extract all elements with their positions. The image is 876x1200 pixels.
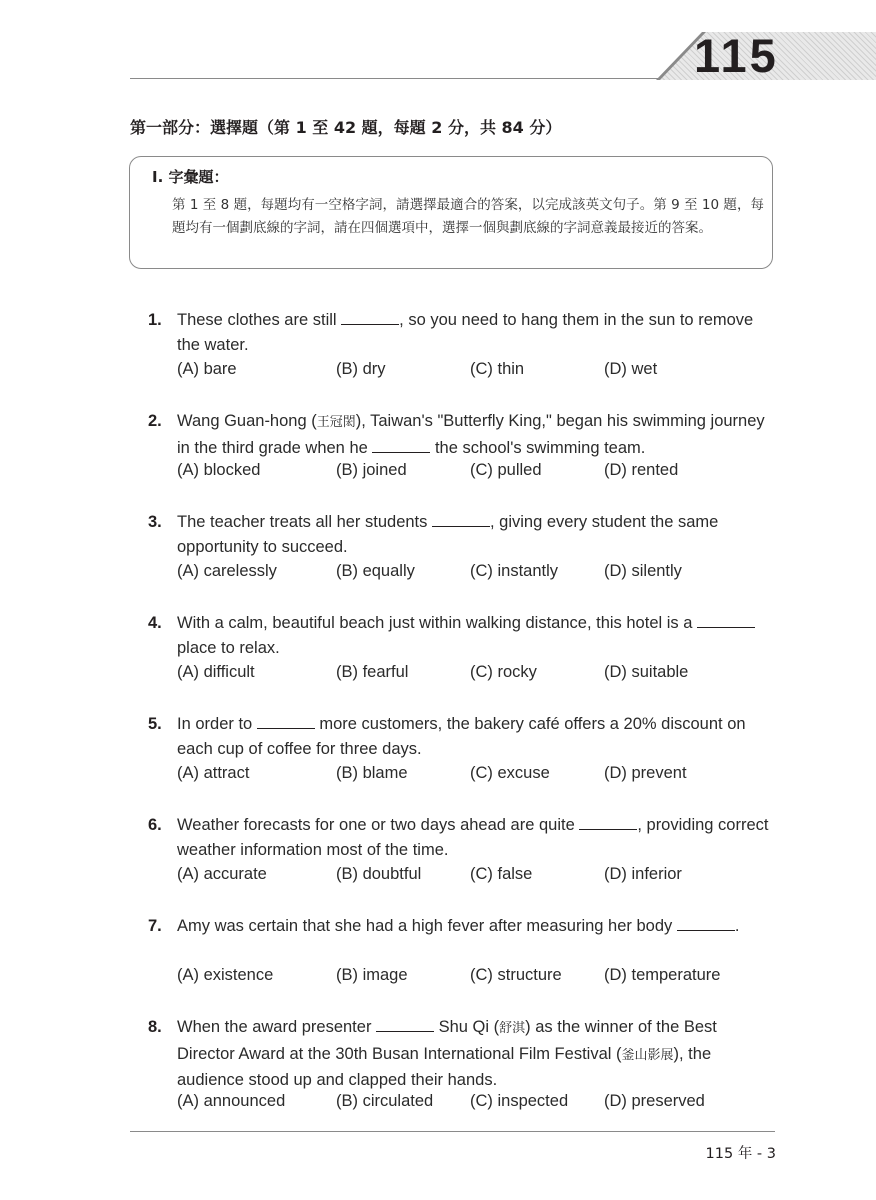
answer-options	[177, 1089, 777, 1113]
question-text: These clothes are still , so you need to hang them in the sun to remove the water.	[177, 308, 772, 357]
option-a[interactable]: (A) existence	[177, 966, 274, 984]
option-a[interactable]: (A) bare	[177, 360, 237, 378]
answer-options	[177, 761, 777, 785]
option-c[interactable]: (C) excuse	[470, 764, 550, 782]
answer-blank	[376, 1015, 434, 1032]
question-3	[148, 510, 768, 611]
footer-rule	[130, 1131, 775, 1132]
answer-blank	[257, 712, 315, 729]
question-4	[148, 611, 768, 712]
page-number: 115 年 - 3	[705, 1146, 776, 1162]
header-rule	[130, 78, 690, 79]
question-number: 8.	[148, 1018, 162, 1036]
option-d[interactable]: (D) suitable	[604, 663, 689, 681]
option-a[interactable]: (A) announced	[177, 1092, 286, 1110]
instructions-body: 第 1 至 8 題，每題均有一空格字詞，請選擇最適合的答案，以完成該英文句子。第 9 至 10 題，每題均有一個劃底線的字詞，請在四個選項中，選擇一個與劃底線的字詞意義最接近的答案。	[172, 197, 764, 236]
option-c[interactable]: (C) thin	[470, 360, 525, 378]
question-number: 6.	[148, 816, 162, 834]
answer-blank	[372, 436, 430, 453]
answer-blank	[432, 510, 490, 527]
question-number: 2.	[148, 412, 162, 430]
question-8	[148, 1015, 768, 1116]
question-text: When the award presenter Shu Qi (舒淇) as the winner of the Best Director Award at the 30th Busan International Film Festival (釜山影展), the audience stood up and clapped their hands.	[177, 1015, 772, 1093]
option-c[interactable]: (C) false	[470, 865, 533, 883]
option-b[interactable]: (B) dry	[336, 360, 386, 378]
option-d[interactable]: (D) preserved	[604, 1092, 705, 1110]
option-b[interactable]: (B) equally	[336, 562, 415, 580]
question-list	[148, 308, 768, 1116]
question-number: 4.	[148, 614, 162, 632]
option-b[interactable]: (B) doubtful	[336, 865, 422, 883]
option-d[interactable]: (D) temperature	[604, 966, 721, 984]
answer-options	[177, 963, 777, 987]
answer-options	[177, 458, 777, 482]
option-a[interactable]: (A) carelessly	[177, 562, 277, 580]
option-c[interactable]: (C) pulled	[470, 461, 542, 479]
answer-blank	[341, 308, 399, 325]
section-title: 第一部分：選擇題（第 1 至 42 題，每題 2 分，共 84 分）	[130, 118, 562, 137]
question-5	[148, 712, 768, 813]
option-a[interactable]: (A) blocked	[177, 461, 261, 479]
option-b[interactable]: (B) circulated	[336, 1092, 434, 1110]
option-a[interactable]: (A) difficult	[177, 663, 255, 681]
option-b[interactable]: (B) joined	[336, 461, 407, 479]
option-b[interactable]: (B) blame	[336, 764, 408, 782]
answer-blank	[677, 914, 735, 931]
question-6	[148, 813, 768, 914]
option-c[interactable]: (C) structure	[470, 966, 562, 984]
option-d[interactable]: (D) rented	[604, 461, 679, 479]
question-text: With a calm, beautiful beach just within walking distance, this hotel is a place to relax.	[177, 611, 772, 660]
question-text: Amy was certain that she had a high fever after measuring her body .	[177, 914, 772, 939]
question-text: Weather forecasts for one or two days ahead are quite , providing correct weather information most of the time.	[177, 813, 772, 862]
question-number: 5.	[148, 715, 162, 733]
option-d[interactable]: (D) prevent	[604, 764, 687, 782]
option-a[interactable]: (A) accurate	[177, 865, 267, 883]
question-text: Wang Guan-hong (王冠閎), Taiwan's "Butterfly King," began his swimming journey in the third grade when he the school's swimming team.	[177, 412, 765, 457]
question-7	[148, 914, 768, 1015]
option-b[interactable]: (B) fearful	[336, 663, 409, 681]
answer-options	[177, 357, 777, 381]
instructions-title: Ⅰ. 字彙題：	[152, 168, 229, 186]
question-text: In order to more customers, the bakery café offers a 20% discount on each cup of coffee for three days.	[177, 712, 772, 761]
option-b[interactable]: (B) image	[336, 966, 408, 984]
exam-year: 115	[694, 29, 779, 82]
question-2	[148, 409, 768, 510]
question-number: 3.	[148, 513, 162, 531]
answer-options	[177, 559, 777, 583]
option-c[interactable]: (C) instantly	[470, 562, 559, 580]
answer-options	[177, 660, 777, 684]
answer-blank	[697, 611, 755, 628]
question-text: The teacher treats all her students , giving every student the same opportunity to succeed.	[177, 510, 772, 559]
answer-blank	[579, 813, 637, 830]
option-d[interactable]: (D) silently	[604, 562, 682, 580]
option-c[interactable]: (C) inspected	[470, 1092, 569, 1110]
question-number: 1.	[148, 311, 162, 329]
option-d[interactable]: (D) wet	[604, 360, 658, 378]
answer-options	[177, 862, 777, 886]
option-d[interactable]: (D) inferior	[604, 865, 682, 883]
option-c[interactable]: (C) rocky	[470, 663, 537, 681]
question-1	[148, 308, 768, 409]
option-a[interactable]: (A) attract	[177, 764, 250, 782]
question-number: 7.	[148, 917, 162, 935]
